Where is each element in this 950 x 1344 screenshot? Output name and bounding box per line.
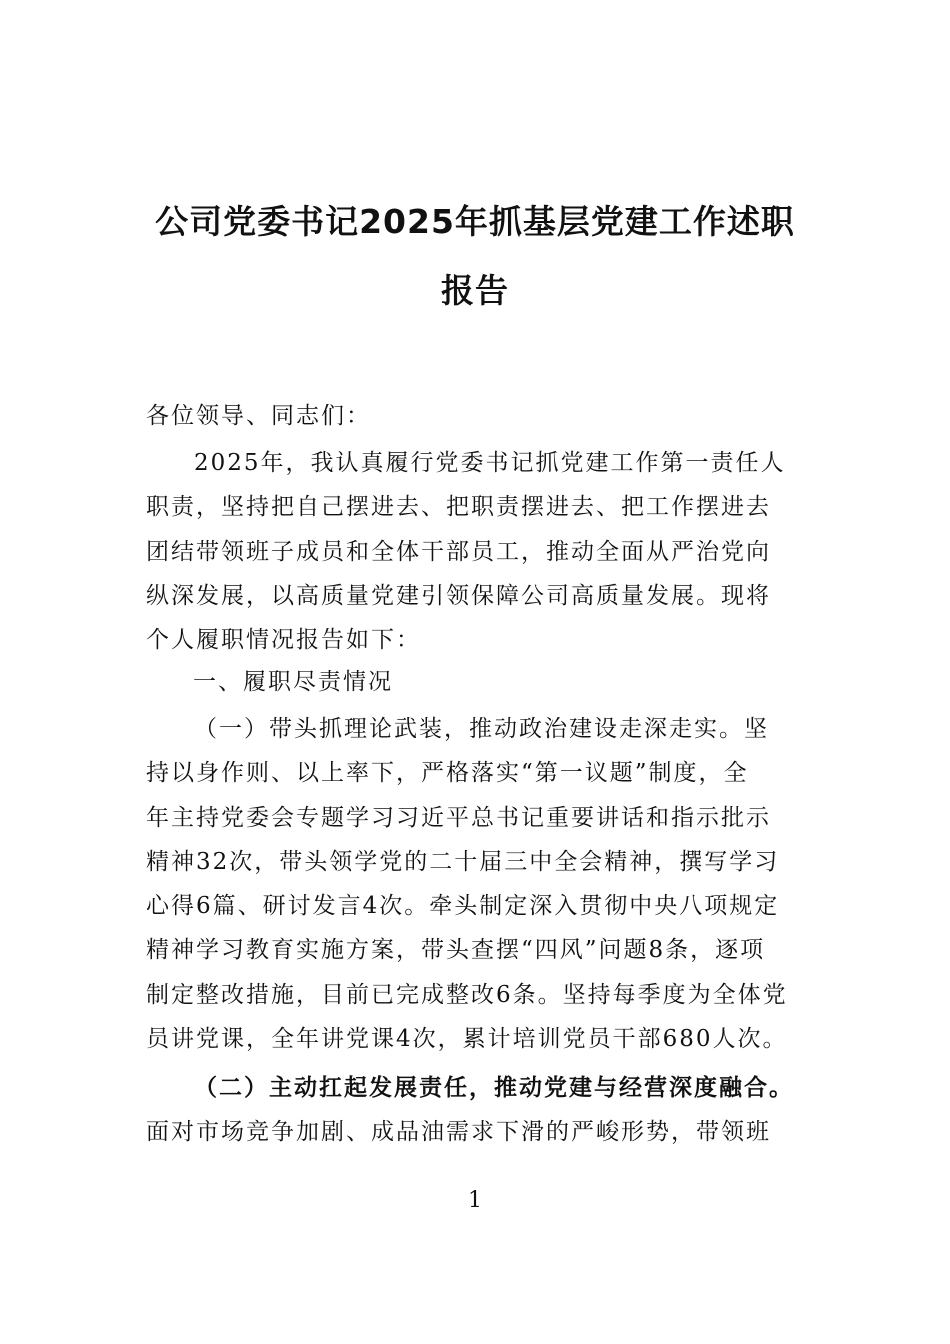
paragraph-line: 精神32次，带头领学党的二十届三中全会精神，撰写学习 [146,848,780,875]
item-1-paragraph [146,707,816,1061]
paragraph-line: 年主持党委会专题学习习近平总书记重要讲话和指示批示 [146,804,771,831]
paragraph-line: 面对市场竞争加剧、成品油需求下滑的严峻形势，带领班 [146,1119,771,1146]
paragraph-line: 制定整改措施，目前已完成整改6条。坚持每季度为全体党 [146,981,788,1008]
paragraph-line: 坚 [744,716,769,742]
paragraph-line: 员讲党课，全年讲党课4次，累计培训党员干部680人次。 [146,1026,788,1053]
section-heading: 一、履职尽责情况 [193,669,393,695]
item-2-paragraph [146,1066,816,1155]
paragraph-line: 持以身作则、以上率下，严格落实“第一议题”制度，全 [146,760,749,787]
paragraph-line: 2025年，我认真履行党委书记抓党建工作第一责任人 [194,450,786,476]
page-number: 1 [468,1188,482,1213]
paragraph-line: 心得6篇、研讨发言4次。牵头制定深入贯彻中央八项规定 [146,893,780,920]
paragraph-line: 个人履职情况报告如下： [146,627,421,654]
intro-paragraph [146,441,816,662]
item-1-lead: （一）带头抓理论武装，推动政治建设走深走实。 [194,716,744,742]
paragraph-line: 精神学习教育实施方案，带头查摆“四风”问题8条，逐项 [146,937,766,964]
document-title-line-1: 公司党委书记2025年抓基层党建工作述职 [155,202,795,241]
salutation: 各位领导、同志们： [146,403,371,429]
document-title-line-2: 报告 [441,271,509,310]
paragraph-line: 纵深发展，以高质量党建引领保障公司高质量发展。现将 [146,582,771,609]
paragraph-first-line [146,707,816,751]
paragraph-line: 团结带领班子成员和全体干部员工，推动全面从严治党向 [146,538,771,565]
item-2-lead: （二）主动扛起发展责任，推动党建与经营深度融合。 [194,1074,794,1101]
paragraph-line: 职责，坚持把自己摆进去、把职责摆进去、把工作摆进去 [146,494,771,521]
